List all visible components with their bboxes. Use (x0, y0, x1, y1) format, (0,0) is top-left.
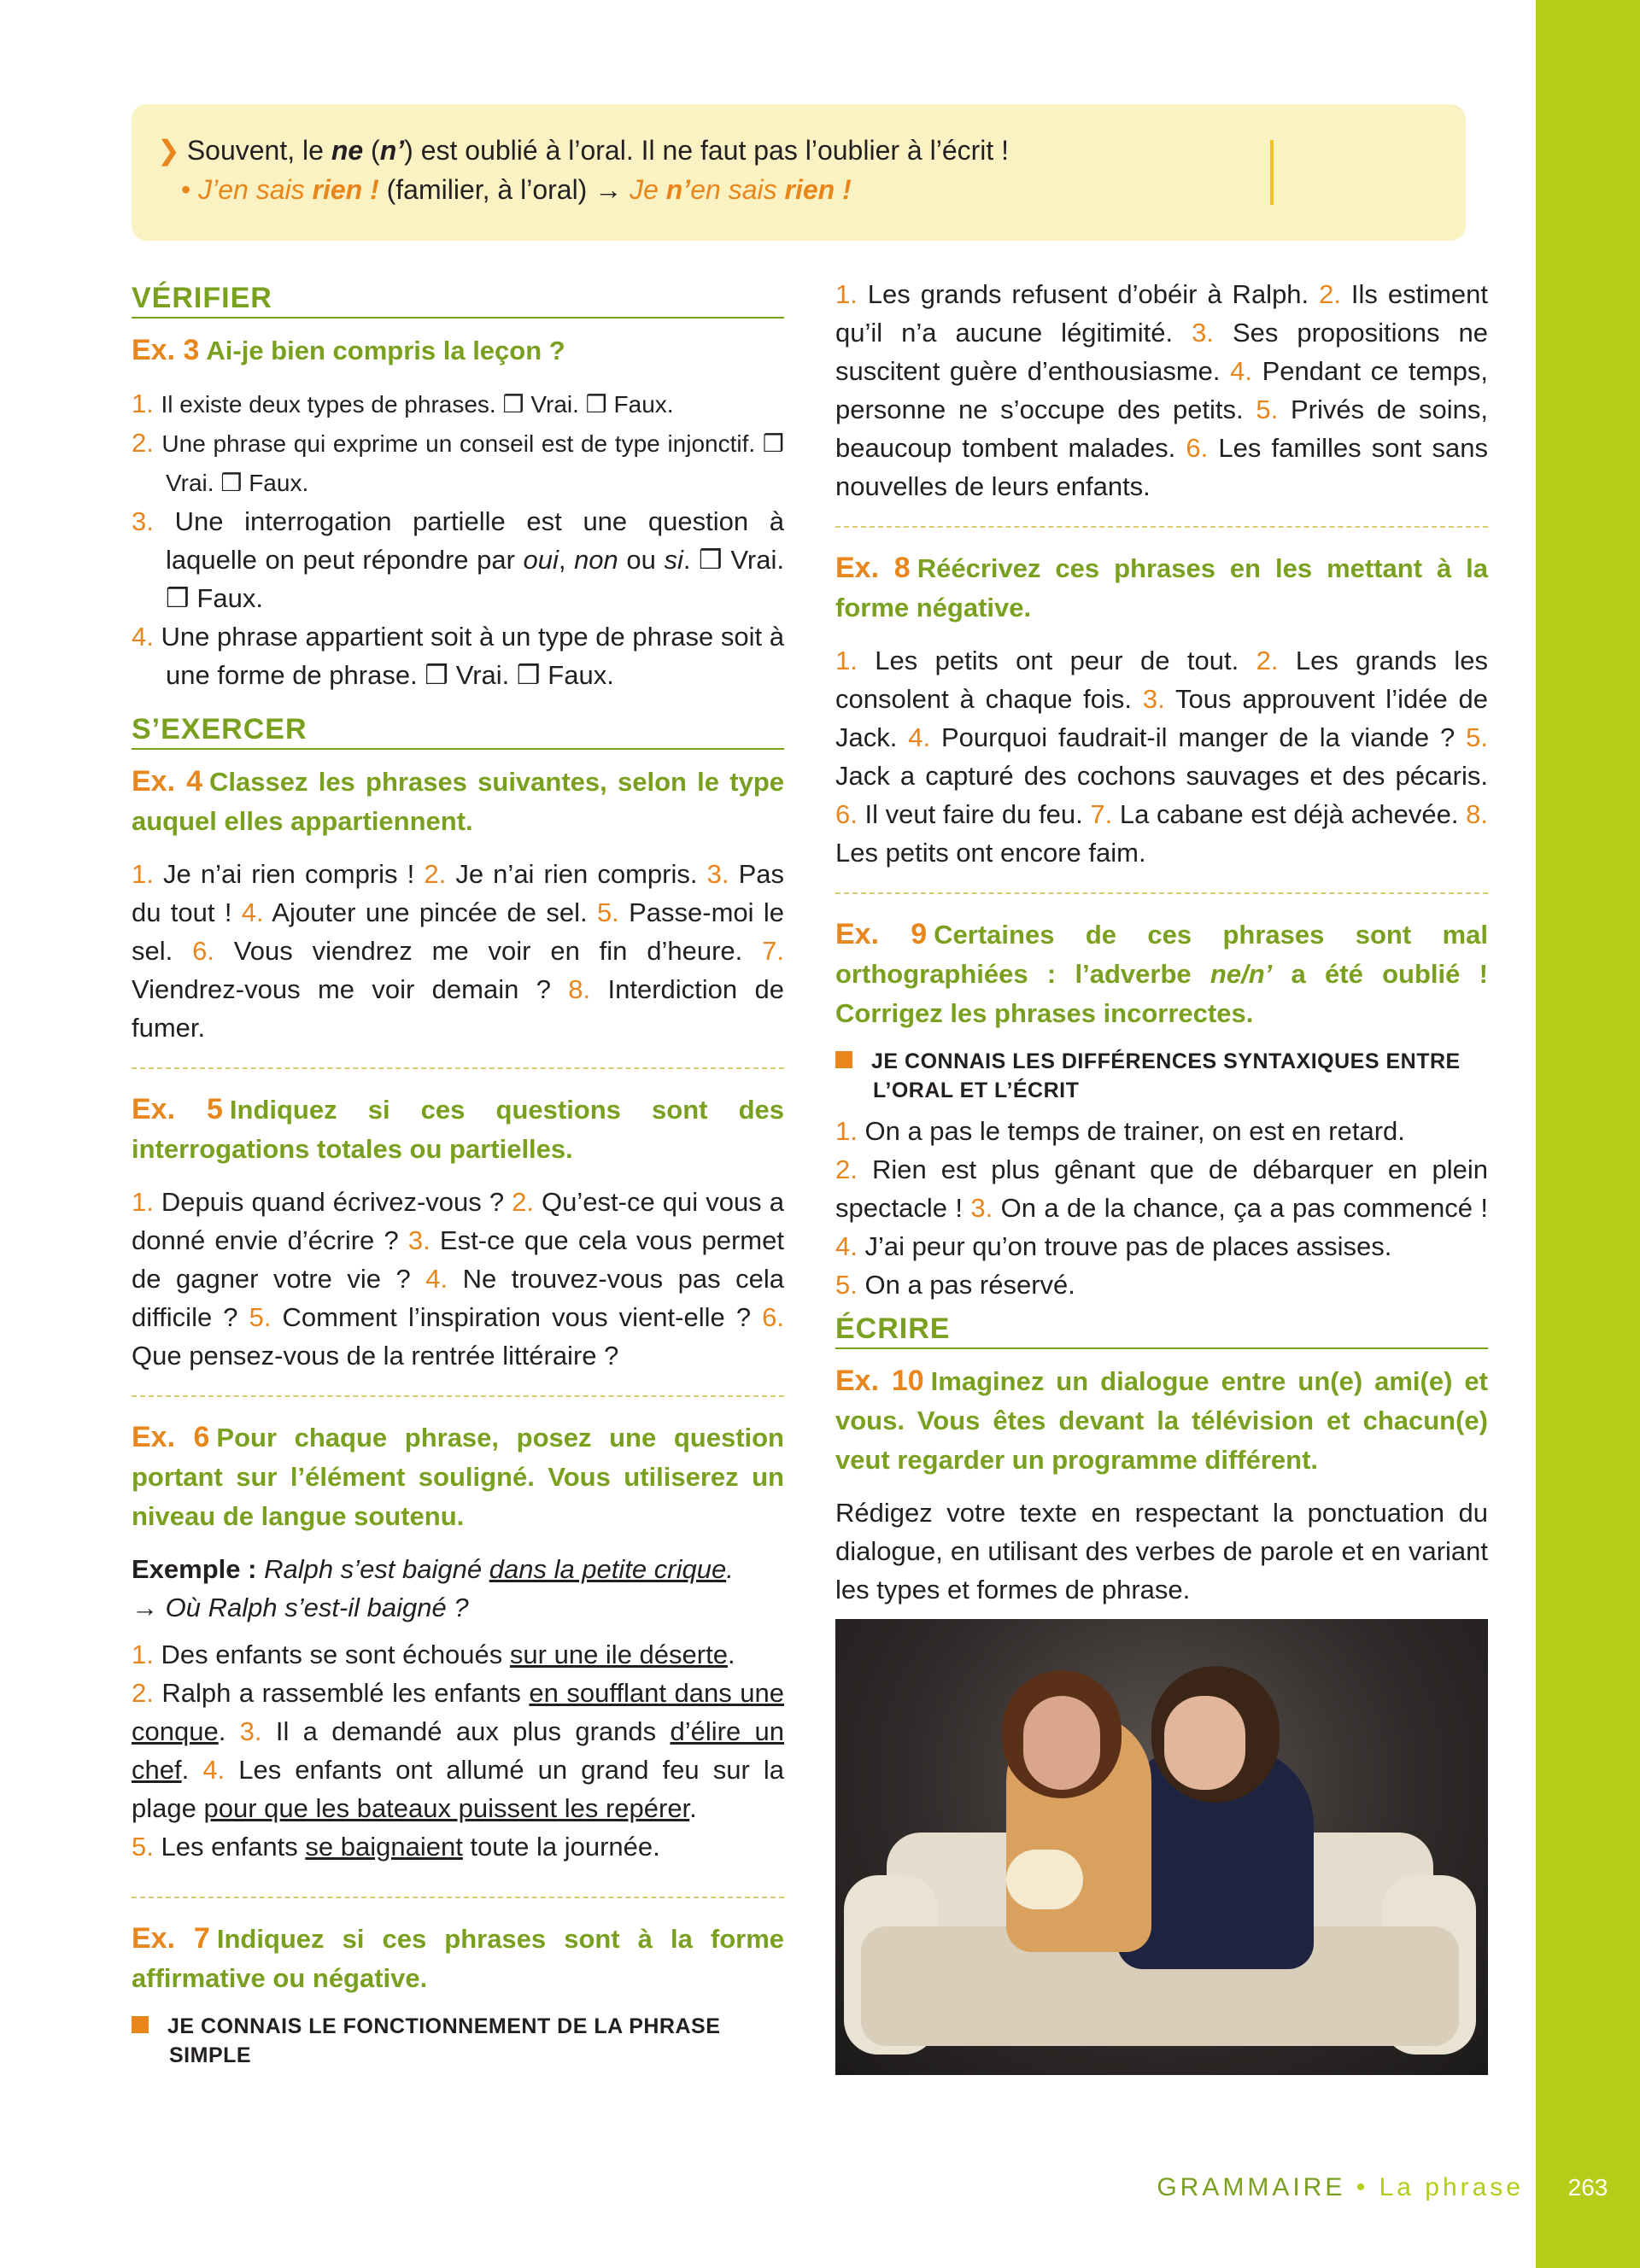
ex3-item: 3. Une interrogation partielle est une question à laquelle on peut répondre par oui, non ou si. ❒ Vrai. ❒ Faux. (132, 506, 784, 613)
note-line-2: • J’en sais rien ! (familier, à l’oral) → Je n’en sais rien ! (181, 174, 852, 205)
square-bullet-icon (132, 2016, 149, 2033)
arrow-right-icon: → (594, 174, 623, 205)
right-column (835, 275, 1488, 2075)
ex4-title: Ex. 4 Classez les phrases suivantes, selon le type auquel elles appartiennent. (132, 765, 785, 836)
ex9-title: Ex. 9 Certaines de ces phrases sont mal orthographiées : l’adverbe ne/n’ a été oublié ! Corrigez les phrases incorrectes. (835, 918, 1488, 1028)
ex3-title: Ex. 3 Ai-je bien compris la leçon ? (132, 334, 565, 366)
reminder-note (132, 104, 1466, 241)
ex5-body: 1. Depuis quand écrivez-vous ? 2. Qu’est-ce qui vous a donné envie d’écrire ? 3. Est-ce que cela vous permet de gagner votre vie ? 4. Ne trouvez-vous pas cela difficile ? 5. Comment l’inspiration vous vient-elle ? 6. Que pensez-vous de la rentrée littéraire ? (132, 1187, 784, 1371)
face (1164, 1696, 1245, 1790)
ex5-title: Ex. 5 Indiquez si ces questions sont des interrogations totales ou partielles. (132, 1093, 784, 1164)
divider (132, 1897, 784, 1898)
footer-section: GRAMMAIRE (1157, 2173, 1346, 2201)
note-line-1: ❯ Souvent, le ne (n’) est oublié à l’oral. Il ne faut pas l’oublier à l’écrit ! (157, 135, 1010, 166)
ex7-title: Ex. 7 Indiquez si ces phrases sont à la forme affirmative ou négative. (132, 1922, 784, 1993)
section-sexercer: S’EXERCER (132, 713, 784, 750)
ex9-body: 1. On a pas le temps de trainer, on est en retard. 2. Rien est plus gênant que de débarquer en plein spectacle ! 3. On a de la chance, ça a pas commencé ! 4. J’ai peur qu’on trouve pas de places assises. 5. On a pas réservé. (835, 1116, 1488, 1300)
ex4-body: 1. Je n’ai rien compris ! 2. Je n’ai rien compris. 3. Pas du tout ! 4. Ajouter une pincée de sel. 5. Passe-moi le sel. 6. Vous viendrez me voir en fin d’heure. 7. Viendrez-vous me voir demain ? 8. Interdiction de fumer. (132, 859, 785, 1043)
ex8-title: Ex. 8 Réécrivez ces phrases en les mettant à la forme négative. (835, 552, 1488, 623)
divider (835, 526, 1488, 528)
page-side-band (1536, 0, 1640, 2268)
ex8-body: 1. Les petits ont peur de tout. 2. Les grands les consolent à chaque fois. 3. Tous approuvent l’idée de Jack. 4. Pourquoi faudrait-il manger de la viande ? 5. Jack a capturé des cochons sauvages et des pécaris. 6. Il veut faire du feu. 7. La cabane est déjà achevée. 8. Les petits ont encore faim. (835, 646, 1489, 868)
ex7-body: 1. Les grands refusent d’obéir à Ralph. 2. Ils estiment qu’il n’a aucune légitimité. 3. Ses propositions ne suscitent guère d’enthousiasme. 4. Pendant ce temps, personne ne s’occupe des petits. 5. Privés de soins, beaucoup tombent malades. 6. Les familles sont sans nouvelles de leurs enfants. (835, 279, 1488, 501)
left-column (132, 275, 784, 2077)
ex6-body: 1. Des enfants se sont échoués sur une ile déserte. 2. Ralph a rassemblé les enfants en soufflant dans une conque. 3. Il a demandé aux plus grands d’élire un chef. 4. Les enfants ont allumé un grand feu sur la plage pour que les bateaux puissent les repérer. 5. Les enfants se baignaient toute la journée. (132, 1640, 785, 1862)
photo-two-girls-on-sofa (835, 1619, 1488, 2075)
divider (132, 1067, 784, 1069)
page-number: 263 (1567, 2174, 1608, 2201)
chevron-right-icon: ❯ (157, 135, 180, 166)
ex3-item: 4. Une phrase appartient soit à un type de phrase soit à une forme de phrase. ❒ Vrai. ❒ Faux. (132, 622, 784, 690)
footer-bullet: • (1356, 2173, 1369, 2201)
ex10-body: Rédigez votre texte en respectant la ponctuation du dialogue, en utilisant des verbes de parole et en variant les types et formes de phrase. (835, 1498, 1488, 1605)
page-footer (1157, 2173, 1524, 2202)
note-divider (1270, 140, 1274, 205)
face (1023, 1696, 1100, 1790)
ex9-skill-tag: JE CONNAIS LES DIFFÉRENCES SYNTAXIQUES ENTRE L’ORAL ET L’ÉCRIT (835, 1047, 1488, 1105)
divider (835, 892, 1488, 894)
square-bullet-icon (835, 1051, 852, 1068)
section-ecrire: ÉCRIRE (835, 1312, 1488, 1349)
section-verifier: VÉRIFIER (132, 282, 784, 319)
ex6-example: Exemple : Ralph s’est baigné dans la petite crique. → Où Ralph s’est-il baigné ? (132, 1554, 734, 1622)
ex6-title: Ex. 6 Pour chaque phrase, posez une question portant sur l’élément souligné. Vous utiliserez un niveau de langue soutenu. (132, 1421, 784, 1531)
arrow-right-icon: → (132, 1593, 158, 1622)
ex7-skill-tag: JE CONNAIS LE FONCTIONNEMENT DE LA PHRASE SIMPLE (132, 2012, 784, 2070)
ex3-item: 1. Il existe deux types de phrases. ❒ Vrai. ❒ Faux. (132, 389, 674, 418)
popcorn-bowl (1006, 1850, 1083, 1909)
footer-topic: La phrase (1379, 2173, 1524, 2201)
divider (132, 1395, 784, 1397)
ex10-title: Ex. 10 Imaginez un dialogue entre un(e) ami(e) et vous. Vous êtes devant la télévision et chacun(e) veut regarder un programme différent. (835, 1365, 1488, 1475)
ex3-item: 2. Une phrase qui exprime un conseil est de type injonctif. ❒ Vrai. ❒ Faux. (132, 428, 784, 496)
